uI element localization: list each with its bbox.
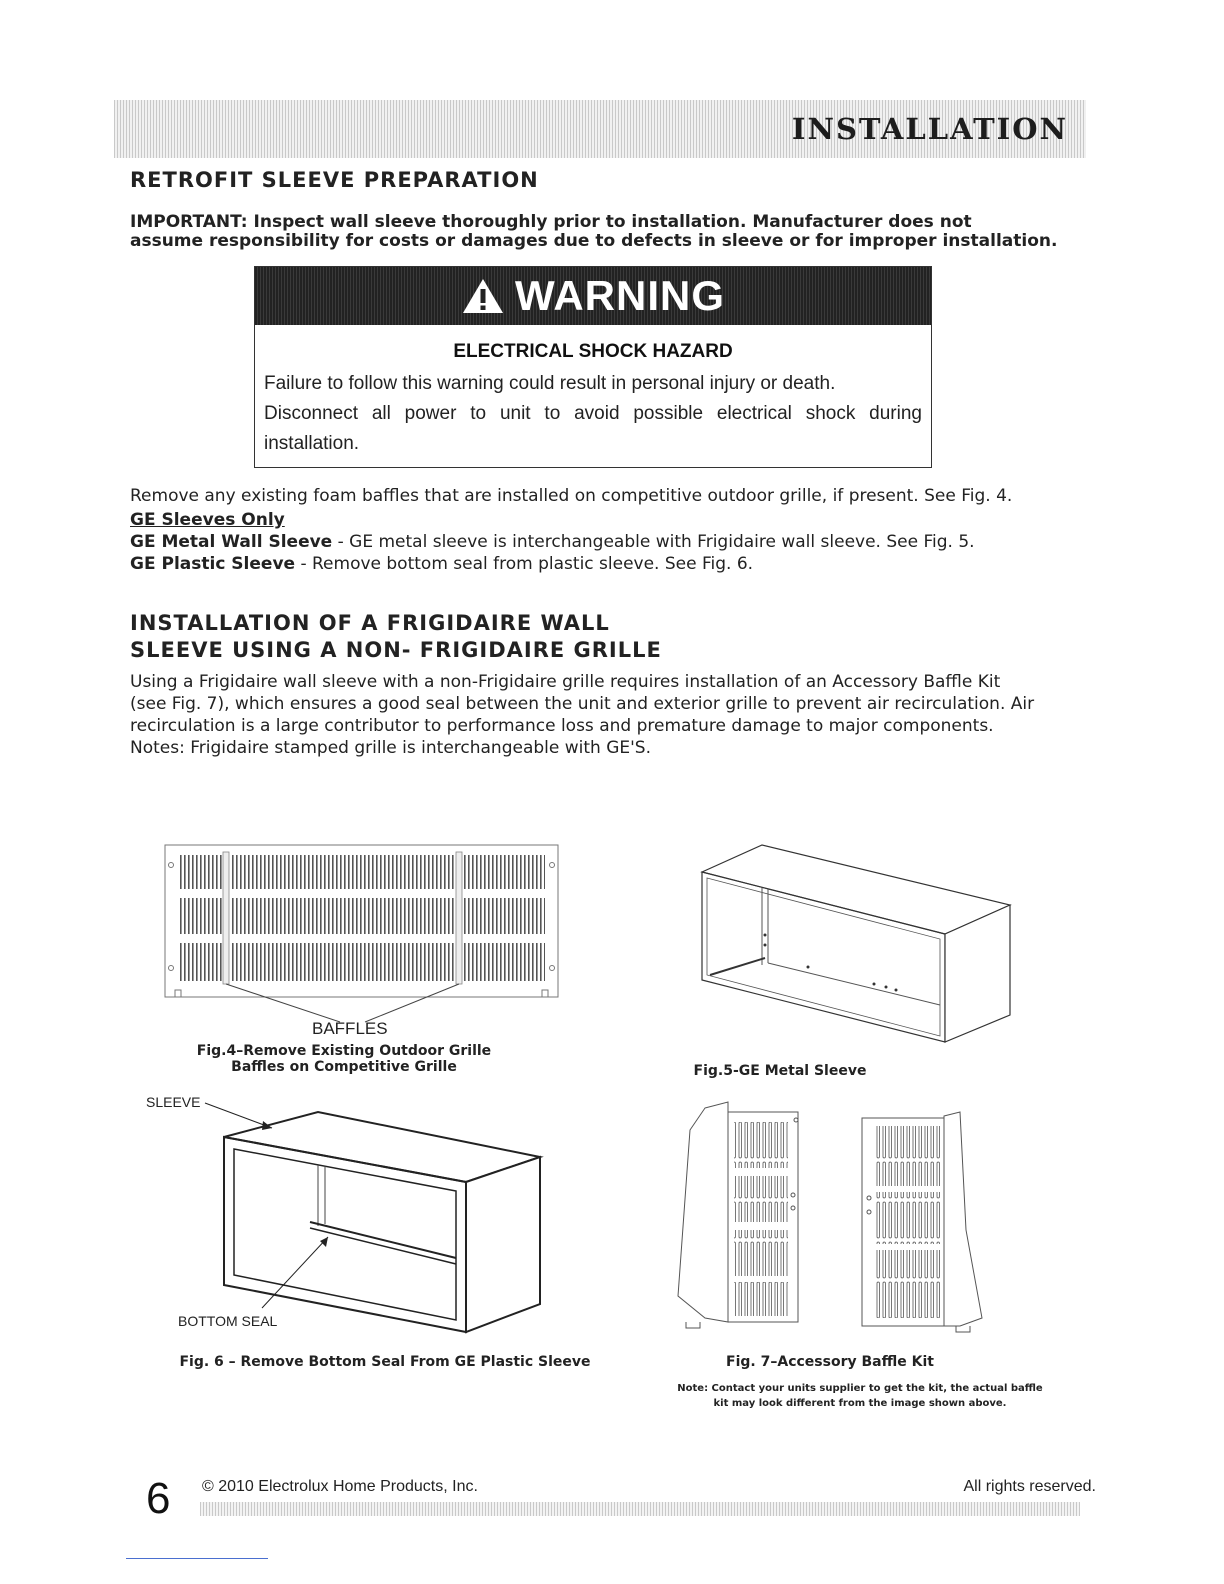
fig5-caption: Fig.5-GE Metal Sleeve xyxy=(693,1063,867,1079)
remove-baffles-text: Remove any existing foam baffles that are installed on competitive outdoor grille, if present. See Fig. 4. xyxy=(130,486,1013,506)
warning-line-2: Disconnect all power to unit to avoid possible electrical shock during xyxy=(264,403,922,424)
frigidaire-paragraph-line-2: (see Fig. 7), which ensures a good seal between the unit and exterior grille to prevent air recirculation. Air xyxy=(130,694,1035,714)
frigidaire-paragraph-line-4: Notes: Frigidaire stamped grille is interchangeable with GE'S. xyxy=(130,738,651,758)
bottom-rule xyxy=(126,1558,268,1559)
frigidaire-paragraph-line-1: Using a Frigidaire wall sleeve with a non-Frigidaire grille requires installation of an Accessory Baffle Kit xyxy=(130,672,1001,692)
copyright-text: © 2010 Electrolux Home Products, Inc. xyxy=(202,1478,478,1495)
ge-sleeves-only-heading: GE Sleeves Only xyxy=(130,510,285,530)
fig7-note-line-2: kit may look different from the image shown above. xyxy=(713,1398,1007,1409)
retrofit-heading: RETROFIT SLEEVE PREPARATION xyxy=(130,168,539,192)
fig4-caption-line-2: Baffles on Competitive Grille xyxy=(231,1059,457,1075)
important-line-1: IMPORTANT: Inspect wall sleeve thoroughly prior to installation. Manufacturer does not xyxy=(130,212,972,232)
section-title: INSTALLATION xyxy=(791,112,1068,146)
hazard-heading: ELECTRICAL SHOCK HAZARD xyxy=(453,341,733,362)
warning-title: WARNING xyxy=(515,272,725,319)
warning-line-1: Failure to follow this warning could result in personal injury or death. xyxy=(264,373,836,394)
footer-band xyxy=(200,1502,1080,1516)
rights-text: All rights reserved. xyxy=(963,1478,1096,1495)
frigidaire-heading-line-2: SLEEVE USING A NON- FRIGIDAIRE GRILLE xyxy=(130,638,662,662)
page-number: 6 xyxy=(146,1474,171,1523)
fig6-caption: Fig. 6 – Remove Bottom Seal From GE Plastic Sleeve xyxy=(179,1354,591,1370)
frigidaire-paragraph-line-3: recirculation is a large contributor to performance loss and premature damage to major components. xyxy=(130,716,994,736)
fig7-note-line-1: Note: Contact your units supplier to get the kit, the actual baffle xyxy=(677,1383,1043,1394)
ge-plastic-text: - Remove bottom seal from plastic sleeve. See Fig. 6. xyxy=(295,554,754,574)
fig7-caption: Fig. 7–Accessory Baffle Kit xyxy=(726,1354,934,1370)
fig7-note xyxy=(650,1381,1070,1411)
warning-line-3: installation. xyxy=(264,433,360,454)
ge-plastic-label: GE Plastic Sleeve xyxy=(130,554,296,574)
bottom-seal-label: BOTTOM SEAL xyxy=(178,1313,278,1329)
sleeve-label: SLEEVE xyxy=(146,1094,201,1110)
baffles-label: BAFFLES xyxy=(312,1019,388,1038)
ge-metal-label: GE Metal Wall Sleeve xyxy=(130,532,333,552)
fig4-caption-line-1: Fig.4–Remove Existing Outdoor Grille xyxy=(196,1043,492,1059)
important-line-2: assume responsibility for costs or damages due to defects in sleeve or for improper installation. xyxy=(130,231,1058,251)
ge-metal-text: - GE metal sleeve is interchangeable with Frigidaire wall sleeve. See Fig. 5. xyxy=(332,532,975,552)
frigidaire-heading-line-1: INSTALLATION OF A FRIGIDAIRE WALL xyxy=(130,611,610,635)
